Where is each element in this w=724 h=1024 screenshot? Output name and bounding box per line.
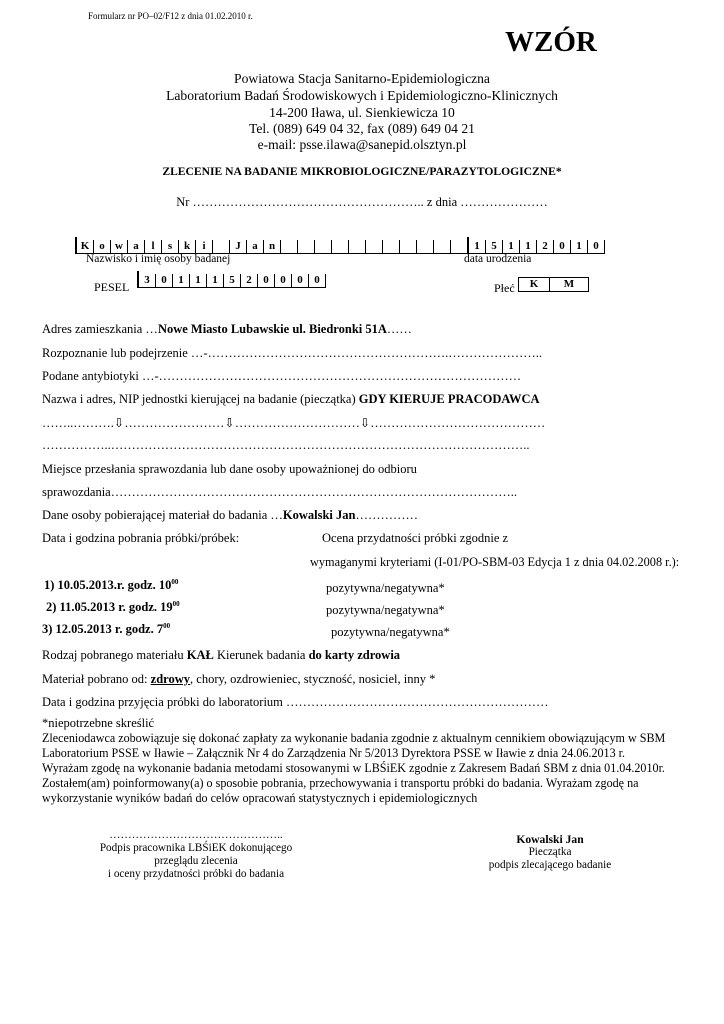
- pesel-box[interactable]: 2: [240, 274, 257, 288]
- dob-box[interactable]: 1: [502, 240, 519, 254]
- client-signature-name[interactable]: Kowalski Jan: [516, 833, 584, 846]
- name-box[interactable]: a: [127, 240, 144, 254]
- sex-label: Płeć: [494, 281, 515, 295]
- name-box[interactable]: [433, 240, 450, 254]
- name-box[interactable]: a: [246, 240, 263, 254]
- assessment-label: Ocena przydatności próbki zgodnie z: [322, 531, 509, 545]
- dob-box[interactable]: 1: [467, 237, 485, 254]
- name-box[interactable]: [416, 240, 433, 254]
- material-type-value[interactable]: KAŁ: [186, 648, 214, 662]
- signature-caption: Pieczątka: [528, 846, 572, 858]
- referring-unit-label: Nazwa i adres, NIP jednostki kierującej na badanie (pieczątka): [42, 392, 356, 406]
- sample-2-assessment[interactable]: pozytywna/negatywna*: [326, 603, 445, 617]
- header-line-address: 14-200 Iława, ul. Sienkiewicza 10: [269, 105, 455, 120]
- declaration-line: wykorzystanie wyników badań do celów opracowań statystycznych i epidemiologicznych: [42, 791, 478, 805]
- pesel-boxes[interactable]: [137, 274, 326, 288]
- source-other-options: , chory, ozdrowieniec, styczność, nosiciel, inny *: [190, 672, 436, 686]
- antibiotics-field[interactable]: Podane antybiotyki …-……………………………………………………………………………: [42, 369, 522, 383]
- receipt-datetime-field[interactable]: Data i godzina przyjęcia próbki do laboratorium ………………………………………………………: [42, 695, 549, 709]
- diagnosis-field[interactable]: Rozpoznanie lub podejrzenie …-………………………………………………….…………………..: [42, 346, 542, 360]
- name-box[interactable]: l: [144, 240, 161, 254]
- referring-unit-value[interactable]: GDY KIERUJE PRACODAWCA: [358, 392, 540, 406]
- collection-datetime-label: Data i godzina pobrania próbki/próbek:: [42, 531, 240, 545]
- declaration-line: Zleceniodawca zobowiązuje się dokonać zapłaty za wykonanie badania zgodnie z aktualnym cennikiem obowiązującym w SBM: [42, 731, 666, 745]
- dob-box[interactable]: 1: [519, 240, 536, 254]
- source-field[interactable]: [42, 672, 435, 687]
- sample-3-assessment[interactable]: pozytywna/negatywna*: [331, 625, 450, 639]
- declaration-line: Wyrażam zgodę na wykonanie badania metodami stosowanymi w LBŚiEK zgodnie z Zakresem Badań SBM z dnia 01.04.2010r.: [42, 761, 665, 775]
- material-field[interactable]: [42, 648, 400, 663]
- name-box[interactable]: n: [263, 240, 280, 254]
- name-boxes[interactable]: [75, 240, 605, 254]
- pesel-box[interactable]: 1: [206, 274, 223, 288]
- name-box[interactable]: [297, 240, 314, 254]
- address-field[interactable]: [42, 322, 412, 337]
- name-box[interactable]: J: [229, 240, 246, 254]
- pesel-label: PESEL: [94, 280, 130, 294]
- signature-block-client: [460, 833, 640, 872]
- address-label: Adres zamieszkania …: [42, 322, 158, 336]
- dob-box[interactable]: 1: [570, 240, 587, 254]
- signature-caption: przeglądu zlecenia: [154, 855, 238, 867]
- referring-unit-line-2[interactable]: ……………..………………………………………………………………………………………..: [42, 438, 530, 452]
- dob-box[interactable]: 5: [485, 240, 502, 254]
- pesel-box[interactable]: 0: [274, 274, 291, 288]
- name-box[interactable]: [212, 240, 229, 254]
- signature-caption: Podpis pracownika LBŚiEK dokonującego: [99, 842, 293, 854]
- name-box[interactable]: i: [195, 240, 212, 254]
- address-suffix: ……: [386, 322, 412, 336]
- dob-box[interactable]: 2: [536, 240, 553, 254]
- source-selected-option[interactable]: zdrowy: [150, 672, 191, 686]
- header-line-phone: Tel. (089) 649 04 32, fax (089) 649 04 21: [249, 121, 475, 136]
- pesel-box[interactable]: 0: [155, 274, 172, 288]
- report-place-label: Miejsce przesłania sprawozdania lub dane osoby upoważnionej do odbioru: [42, 462, 417, 476]
- sample-2-datetime[interactable]: 2) 11.05.2013 r. godz. $19^{00}$: [46, 600, 180, 615]
- pesel-box[interactable]: 0: [257, 274, 274, 288]
- sample-1-datetime[interactable]: 1) 10.05.2013.r. godz. $10^{00}$: [44, 578, 179, 593]
- pesel-box[interactable]: 1: [189, 274, 206, 288]
- name-label: Nazwisko i imię osoby badanej: [86, 253, 231, 265]
- criteria-label: wymaganymi kryteriami (I-01/PO-SBM-03 Edycja 1 z dnia 04.02.2008 r.):: [310, 555, 680, 569]
- signature-line[interactable]: ………………………………………..: [109, 829, 283, 841]
- report-place-field[interactable]: sprawozdania……………………………………………………………………………………..: [42, 485, 517, 499]
- direction-value[interactable]: do karty zdrowia: [308, 648, 401, 662]
- name-box[interactable]: [314, 240, 331, 254]
- direction-label: Kierunek badania: [216, 648, 306, 662]
- form-number: Formularz nr PO–02/F12 z dnia 01.02.2010 r.: [88, 11, 253, 21]
- sex-option-male[interactable]: M: [549, 277, 589, 292]
- name-box[interactable]: k: [178, 240, 195, 254]
- collector-label: Dane osoby pobierającej materiał do badania …: [42, 508, 283, 522]
- name-box[interactable]: [399, 240, 416, 254]
- header-line-email: e-mail: psse.ilawa@sanepid.olsztyn.pl: [257, 137, 467, 152]
- source-label: Materiał pobrano od:: [42, 672, 148, 686]
- dob-box[interactable]: 0: [587, 240, 605, 254]
- name-box[interactable]: [331, 240, 348, 254]
- material-label: Rodzaj pobranego materiału: [42, 648, 184, 662]
- name-box[interactable]: [450, 240, 467, 254]
- sample-1-assessment[interactable]: pozytywna/negatywna*: [326, 581, 445, 595]
- name-box[interactable]: [382, 240, 399, 254]
- header-line-laboratory: Laboratorium Badań Środowiskowych i Epidemiologiczno-Klinicznych: [166, 88, 558, 103]
- collector-value[interactable]: Kowalski Jan: [282, 508, 356, 522]
- address-value[interactable]: Nowe Miasto Lubawskie ul. Biedronki 51A: [157, 322, 387, 336]
- dob-label: data urodzenia: [464, 253, 532, 265]
- name-box[interactable]: w: [110, 240, 127, 254]
- sex-option-female[interactable]: K: [518, 277, 549, 292]
- declaration-line: Zostałem(am) poinformowany(a) o sposobie pobrania, przechowywania i transportu próbki do badania. Wyrażam zgodę na: [42, 776, 639, 790]
- name-box[interactable]: [365, 240, 382, 254]
- dob-box[interactable]: 0: [553, 240, 570, 254]
- collector-field[interactable]: [42, 508, 418, 523]
- signature-caption: i oceny przydatności próbki do badania: [107, 868, 285, 880]
- collector-suffix: ……………: [355, 508, 418, 522]
- sample-3-datetime[interactable]: 3) 12.05.2013 r. godz. $7^{00}$: [42, 622, 171, 637]
- header-line-institution: Powiatowa Stacja Sanitarno-Epidemiologiczna: [234, 71, 490, 86]
- pesel-box[interactable]: 3: [137, 271, 155, 288]
- pesel-box[interactable]: 1: [172, 274, 189, 288]
- pesel-box[interactable]: 0: [308, 274, 326, 288]
- footnote: *niepotrzebne skreślić: [42, 716, 155, 730]
- name-box[interactable]: K: [75, 237, 93, 254]
- pesel-box[interactable]: 0: [291, 274, 308, 288]
- name-box[interactable]: [348, 240, 365, 254]
- referring-unit-field[interactable]: [42, 392, 540, 407]
- referring-unit-line-1[interactable]: ……..……….⇩……………………⇩…………………………⇩……………………………………: [42, 416, 546, 430]
- declaration-text: [42, 731, 665, 806]
- declaration-line: Laboratorium PSSE w Iławie – Załącznik Nr 4 do Zarządzenia Nr 5/2013 Dyrektora PSSE w Iławie z dnia 24.06.2013 r.: [42, 746, 626, 760]
- order-number-line[interactable]: Nr ……………………………………………….. z dnia …………………: [176, 195, 548, 209]
- name-box[interactable]: [280, 240, 297, 254]
- template-stamp: WZÓR: [505, 26, 597, 58]
- name-box[interactable]: s: [161, 240, 178, 254]
- signature-block-employee: [56, 829, 336, 881]
- name-box[interactable]: o: [93, 240, 110, 254]
- form-title: ZLECENIE NA BADANIE MIKROBIOLOGICZNE/PARAZYTOLOGICZNE*: [162, 165, 562, 178]
- sex-boxes[interactable]: [518, 277, 589, 292]
- pesel-box[interactable]: 5: [223, 274, 240, 288]
- signature-caption: podpis zlecającego badanie: [488, 859, 612, 871]
